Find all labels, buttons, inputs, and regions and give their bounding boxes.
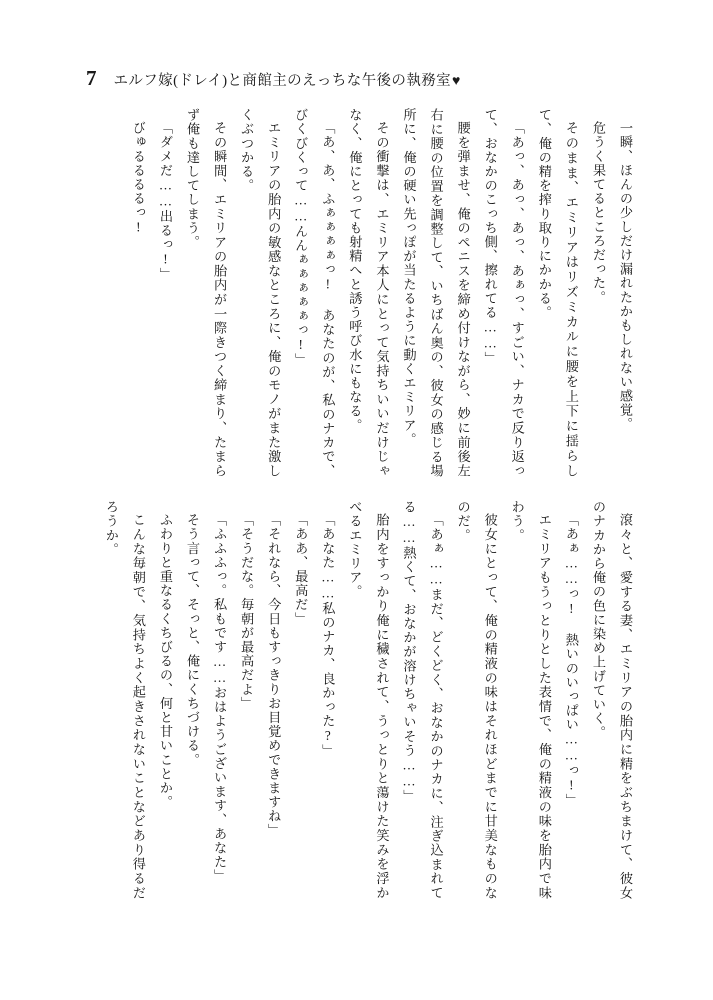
paragraph: 胎内をすっかり俺に穢されて、うっとりと蕩けた笑みを浮かべるエミリア。 — [347, 500, 390, 900]
paragraph: 「それなら、今日もすっきりお目覚めできますね」 — [266, 513, 282, 838]
paragraph: 「ああ、最高だ」 — [293, 513, 309, 626]
paragraph: そのまま、エミリアはリズミカルに腰を上下に揺らして、俺の精を搾り取りにかかる。 — [536, 108, 579, 478]
paragraph: 「あぁ……っ! 熱いのいっぱい……っ!」 — [563, 513, 579, 808]
chapter-number: 7 — [86, 66, 97, 90]
paragraph: 滾々と、愛する妻、エミリアの胎内に精をぶちまけて、彼女のナカから俺の色に染め上げていく。 — [590, 500, 633, 900]
paragraph: びゅるるるるっ! — [130, 121, 146, 236]
paragraph: 「あぁ……まだ、どくどく、おなかのナカに、注ぎ込まれてる……熱くて、おなかが溶けちゃいそう……」 — [401, 500, 444, 900]
paragraph: 危うく果てるところだった。 — [590, 121, 606, 305]
paragraph: こんな毎朝で、気持ちよく起きされないことなどあり得るだろうか。 — [103, 500, 146, 900]
paragraph: その衝撃は、エミリア本人にとって気持ちいいだけじゃなく、俺にとっても射精へと誘う呼び水にもなる。 — [347, 108, 390, 478]
body-text-lower — [98, 500, 639, 900]
paragraph: 「ダメだ……出るっ!」 — [157, 121, 173, 282]
paragraph: 一瞬、ほんの少しだけ漏れたかもしれない感覚。 — [618, 121, 633, 432]
paragraph: そう言って、そっと、俺にくちづける。 — [185, 513, 200, 767]
paragraph: 「あなた……私のナカ、良かった?」 — [320, 513, 336, 759]
paragraph: 「ふふふっ。私もです……おはようございます、あなた」 — [212, 513, 228, 884]
paragraph: 彼女にとって、俺の精液の味はそれほどまでに甘美なものなのだ。 — [455, 500, 498, 900]
paragraph: 「あっ、あっ、あっ、あぁっ、すごい、ナカで反り返って、おなかのこっち側、擦れてる……」 — [482, 108, 525, 478]
paragraph: 「そうだな。毎朝が最高だよ」 — [239, 513, 255, 711]
paragraph: 腰を弾ませ、俺のペニスを締め付けながら、妙に前後左右に腰の位置を調整して、いちばん奥の、彼女の感じる場所に、俺の硬い先っぽが当たるように動くエミリア。 — [401, 108, 471, 478]
paragraph: ふわりと重なるくちびるの、何と甘いことか。 — [157, 513, 173, 810]
paragraph: 「あ、あ、ふぁぁぁぁっ! あなたのが、私のナカで、びくびくって……んんぁぁぁぁぁっ!」 — [293, 108, 336, 478]
body-text-upper — [125, 108, 639, 478]
paragraph: その瞬間、エミリアの胎内が一際きつく締まり、たまらず俺も達してしまう。 — [185, 108, 228, 478]
paragraph: エミリアもうっとりとした表情で、俺の精液の味を胎内で味わう。 — [509, 500, 552, 900]
heart-icon: ♥ — [452, 74, 461, 89]
chapter-title: エルフ嫁(ドレイ)と商館主のえっちな午後の執務室 — [113, 73, 452, 89]
paragraph: エミリアの胎内の敏感なところに、俺のモノがまた激しくぶつかる。 — [239, 108, 282, 478]
page-header — [86, 68, 460, 90]
